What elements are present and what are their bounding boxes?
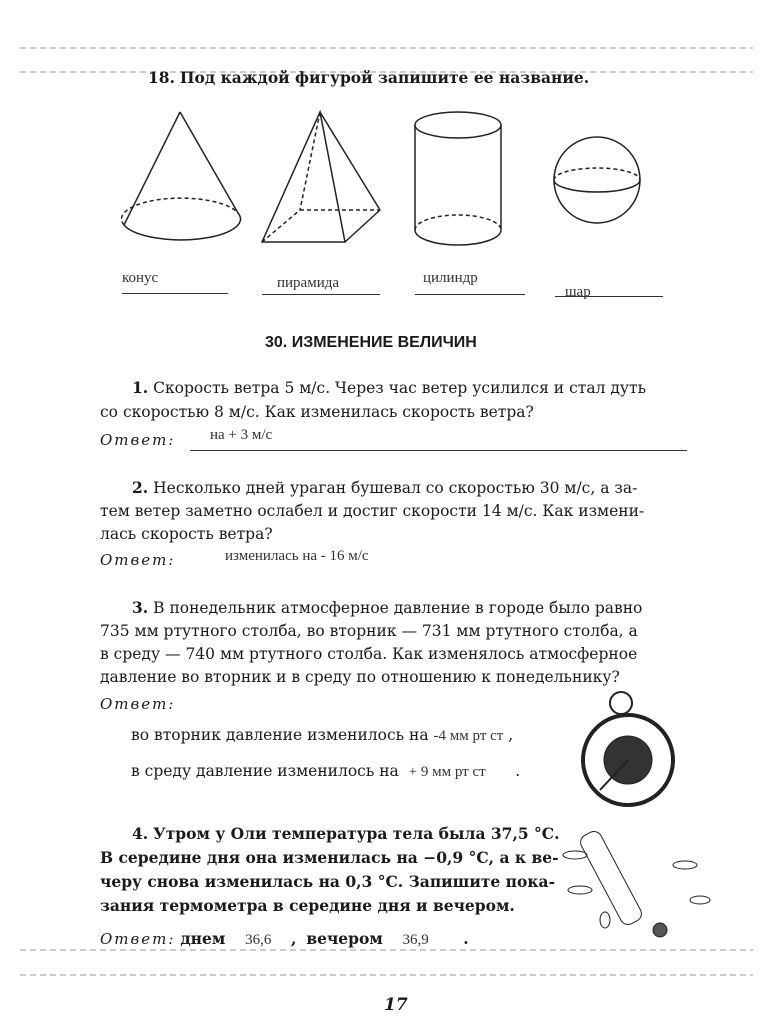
barometer-icon bbox=[583, 692, 673, 805]
task4-text: 4. Утром у Оли температура тела была 37,5 °С. В середине дня она изменилась на −0,9 °С, а к ве- черу снова изменилась на 0,3 °С. Запишите пока- зания термометра в середине дня и вечером. bbox=[100, 824, 560, 915]
answer-label: Ответ: bbox=[100, 431, 176, 449]
task18-prompt: 18. Под каждой фигурой запишите ее название. bbox=[148, 68, 590, 87]
task1-answer: на + 3 м/с bbox=[210, 427, 273, 443]
task2-text: 2. Несколько дней ураган бушевал со скоростью 30 м/с, а за- тем ветер заметно ослабел и достиг скорости 14 м/с. Как измени- лась скорость ветра? bbox=[100, 478, 645, 543]
task2-answer: изменилась на - 16 м/с bbox=[225, 548, 369, 564]
answer-pyramid: пирамида bbox=[277, 275, 340, 291]
answer-label: Ответ: bbox=[100, 551, 176, 569]
task3-text: 3. В понедельник атмосферное давление в городе было равно 735 мм ртутного столба, во вторник — 731 мм ртутного столба, а в среду — 740 мм ртутного столба. Как изменялось атмосферное давление во вторник и в среду по отношению к понедельнику? bbox=[100, 598, 643, 686]
cylinder-figure bbox=[415, 112, 501, 245]
answer-cone: конус bbox=[122, 270, 159, 286]
task3-wednesday: в среду давление изменилось на + 9 мм рт ст . bbox=[131, 762, 521, 780]
task4-answer: Ответ: днем 36,6 , вечером 36,9 . bbox=[100, 929, 469, 948]
cone-figure bbox=[121, 112, 240, 240]
task1-text: 1. Скорость ветра 5 м/с. Через час ветер усилился и стал дуть со скоростью 8 м/с. Как изменилась скорость ветра? bbox=[100, 378, 647, 421]
thermometer-icon bbox=[563, 829, 710, 937]
sphere-figure bbox=[554, 137, 640, 223]
answer-cylinder: цилиндр bbox=[423, 270, 478, 286]
answer-label: Ответ: bbox=[100, 695, 176, 713]
task3-tuesday: во вторник давление изменилось на -4 мм рт ст , bbox=[131, 726, 514, 744]
section-title: 30. ИЗМЕНЕНИЕ ВЕЛИЧИН bbox=[265, 334, 477, 351]
answer-sphere: шар bbox=[565, 284, 591, 300]
page-number: 17 bbox=[384, 995, 408, 1015]
pyramid-figure bbox=[262, 112, 380, 242]
